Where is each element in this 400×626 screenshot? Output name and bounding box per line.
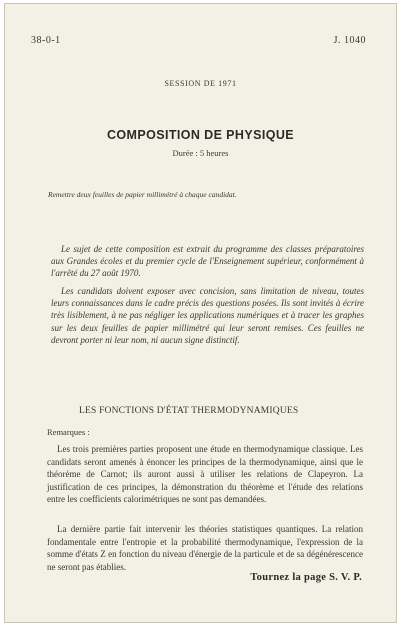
duration-label: Durée : 5 heures: [172, 148, 229, 158]
document-number: J. 1040: [333, 35, 366, 46]
body-paragraph: La dernière partie fait intervenir les théories statistiques quantiques. La relation fondamentale entre l'entropie et la probabilité thermodynamique, l'expression de la somme d'états Z en fonction du niveau d'énergie de la particule et de sa dégénérescence ne seront pas établies.: [47, 524, 363, 572]
intro-paragraph: Le sujet de cette composition est extrait du programme des classes préparatoires aux Grandes écoles et du premier cycle de l'Enseignement supérieur, conformément à l'arrêté du 27 août 1970.: [51, 244, 364, 279]
page-title: COMPOSITION DE PHYSIQUE: [106, 128, 294, 142]
turn-page-note: Tournez la page S. V. P.: [250, 572, 362, 583]
body-paragraph: Les trois premières parties proposent une étude en thermodynamique classique. Les candidats seront amenés à énoncer les principes de la thermodynamique, ainsi que le théorème de Carnot; ils auront aussi à utiliser les relations de Clapeyron. La justification de ces principes, la démonstration du théorème et l'étude des relations entre les coefficients calorimétriques ne sont pas demandées.: [47, 444, 363, 505]
session-label: SESSION DE 1971: [164, 79, 237, 88]
intro-paragraph: Les candidats doivent exposer avec concision, sans limitation de niveau, toutes leurs connaissances dans le cadre précis des questions posées. Ils sont invités à écrire très lisiblement, à ne pas négliger les applications numériques et à tracer les graphes sur les deux feuilles de papier millimétré qui leur seront remises. Ces feuilles ne devront porter ni leur nom, ni aucun signe distinctif.: [51, 286, 364, 345]
exam-page: [4, 3, 397, 623]
reference-code: 38-0-1: [31, 35, 61, 46]
remarks-label: Remarques :: [47, 427, 90, 437]
instruction-note: Remettre deux feuilles de papier millimétré à chaque candidat.: [48, 190, 237, 199]
section-title: LES FONCTIONS D'ÉTAT THERMODYNAMIQUES: [79, 406, 299, 416]
